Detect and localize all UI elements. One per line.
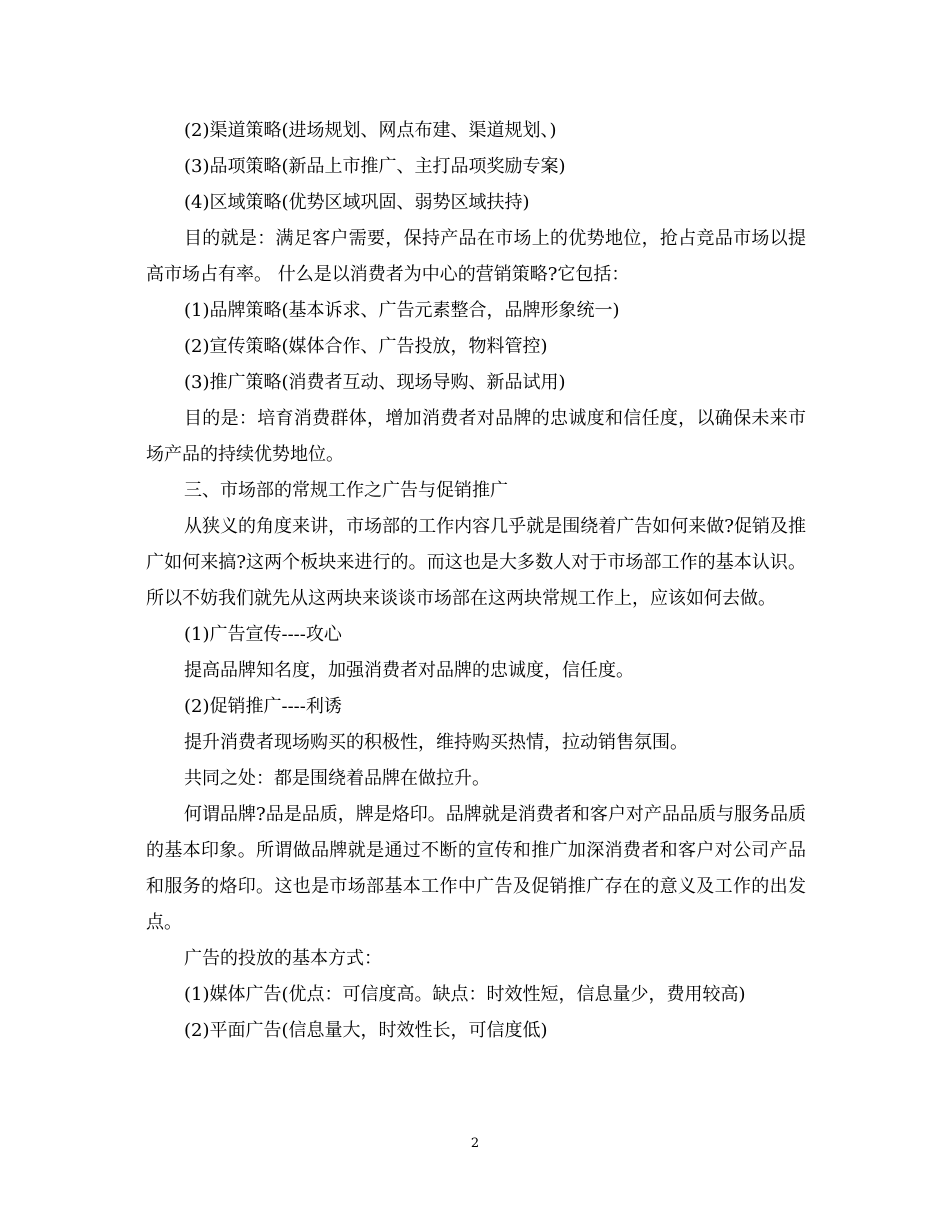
page-number: 2: [470, 1136, 480, 1151]
paragraph-sales-promotion: (2)促销推广----利诱: [184, 696, 342, 717]
paragraph-product-strategy: (3)品项策略(新品上市推广、主打品项奖励专案): [184, 156, 566, 177]
paragraph-purpose-2: 目的是：培育消费群体，增加消费者对品牌的忠诚度和信任度，以确保未来市场产品的持续优势地位。: [146, 408, 806, 465]
page-body: [146, 113, 806, 1049]
paragraph-region-strategy: (4)区域策略(优势区域巩固、弱势区域扶持): [184, 192, 530, 213]
paragraph-common-point: 共同之处：都是围绕着品牌在做拉升。: [184, 768, 490, 789]
paragraph-print-ads: (2)平面广告(信息量大，时效性长，可信度低): [184, 1020, 548, 1041]
paragraph-ad-methods: 广告的投放的基本方式：: [184, 948, 382, 969]
paragraph-media-ads: (1)媒体广告(优点：可信度高。缺点：时效性短，信息量少，费用较高): [184, 984, 746, 1005]
paragraph-brand-strategy: (1)品牌策略(基本诉求、广告元素整合，品牌形象统一): [184, 300, 620, 321]
paragraph-ad-publicity-desc: 提高品牌知名度，加强消费者对品牌的忠诚度，信任度。: [184, 660, 634, 681]
paragraph-ad-publicity: (1)广告宣传----攻心: [184, 624, 342, 645]
paragraph-channel-strategy: (2)渠道策略(进场规划、网点布建、渠道规划、): [184, 120, 557, 141]
paragraph-promotion-strategy: (2)宣传策略(媒体合作、广告投放，物料管控): [184, 336, 548, 357]
paragraph-narrow-sense: 从狭义的角度来讲，市场部的工作内容几乎就是围绕着广告如何来做?促销及推广如何来搞?这两个板块来进行的。而这也是大多数人对于市场部工作的基本认识。所以不妨我们就先从这两块来谈谈市场部在这两块常规工作上，应该如何去做。: [146, 516, 806, 609]
section-heading-3: 三、市场部的常规工作之广告与促销推广: [184, 480, 508, 501]
paragraph-sales-promotion-desc: 提升消费者现场购买的积极性，维持购买热情，拉动销售氛围。: [184, 732, 688, 753]
paragraph-marketing-strategy: (3)推广策略(消费者互动、现场导购、新品试用): [184, 372, 566, 393]
paragraph-brand-definition: 何谓品牌?品是品质，牌是烙印。品牌就是消费者和客户对产品品质与服务品质的基本印象。所谓做品牌就是通过不断的宣传和推广加深消费者和客户对公司产品和服务的烙印。这也是市场部基本工作中广告及促销推广存在的意义及工作的出发点。: [146, 804, 806, 933]
paragraph-purpose-1: 目的就是：满足客户需要，保持产品在市场上的优势地位，抢占竞品市场以提高市场占有率。 什么是以消费者为中心的营销策略?它包括：: [146, 228, 806, 285]
